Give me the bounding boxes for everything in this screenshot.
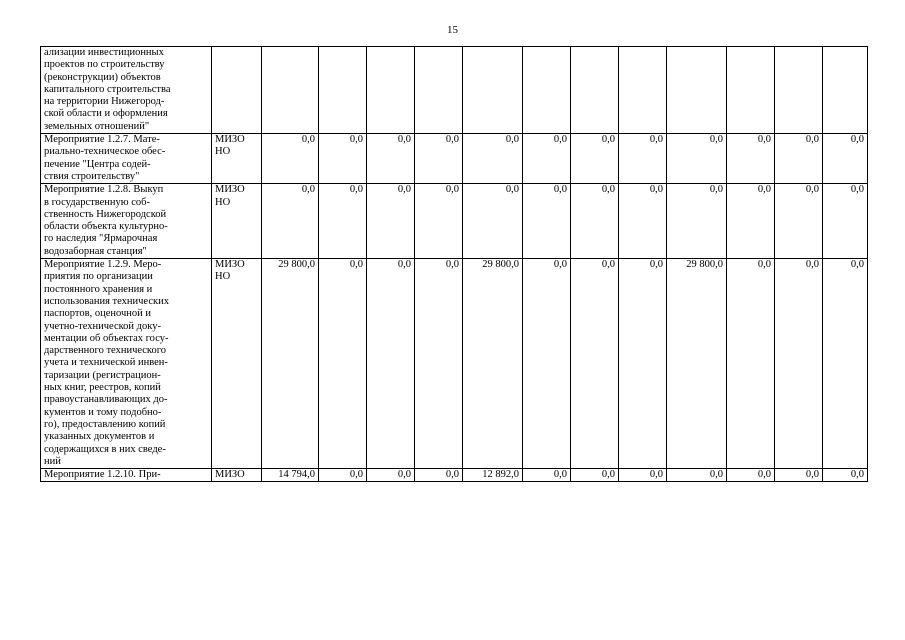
amount-cell: 0,0 bbox=[775, 259, 823, 469]
amount-cell: 0,0 bbox=[727, 134, 775, 184]
amount-cell: 0,0 bbox=[415, 184, 463, 259]
amount-cell: 0,0 bbox=[523, 259, 571, 469]
table-row bbox=[41, 259, 868, 469]
amount-cell: 0,0 bbox=[262, 134, 319, 184]
activity-description-cell: Мероприятие 1.2.8. Выкуп в государственную соб- ственность Нижегородской области объекта культурно- го наследия "Ярмарочная водозаборная станция" bbox=[41, 184, 212, 259]
activity-description-cell: Мероприятие 1.2.7. Мате- риально-техническое обес- печение "Центра содей- ствия строительству" bbox=[41, 134, 212, 184]
amount-cell: 0,0 bbox=[775, 184, 823, 259]
amount-cell: 0,0 bbox=[727, 259, 775, 469]
table-body bbox=[41, 47, 868, 482]
table-row bbox=[41, 469, 868, 482]
amount-cell: 0,0 bbox=[775, 134, 823, 184]
table-row bbox=[41, 184, 868, 259]
amount-cell bbox=[775, 47, 823, 134]
executor-cell: МИЗО НО bbox=[212, 134, 262, 184]
amount-cell: 0,0 bbox=[727, 184, 775, 259]
amount-cell: 0,0 bbox=[619, 184, 667, 259]
amount-cell: 0,0 bbox=[367, 259, 415, 469]
executor-cell: МИЗО НО bbox=[212, 259, 262, 469]
amount-cell: 0,0 bbox=[319, 259, 367, 469]
amount-cell: 12 892,0 bbox=[463, 469, 523, 482]
activity-description-cell: ализации инвестиционных проектов по строительству (реконструкции) объектов капитального строительства на территории Нижегород- ской области и оформления земельных отношений" bbox=[41, 47, 212, 134]
amount-cell: 0,0 bbox=[367, 469, 415, 482]
amount-cell bbox=[415, 47, 463, 134]
amount-cell: 29 800,0 bbox=[667, 259, 727, 469]
amount-cell: 0,0 bbox=[463, 134, 523, 184]
executor-cell bbox=[212, 47, 262, 134]
amount-cell: 0,0 bbox=[727, 469, 775, 482]
amount-cell: 0,0 bbox=[619, 259, 667, 469]
amount-cell bbox=[727, 47, 775, 134]
amount-cell bbox=[823, 47, 868, 134]
amount-cell: 0,0 bbox=[367, 134, 415, 184]
amount-cell bbox=[367, 47, 415, 134]
amount-cell: 0,0 bbox=[523, 134, 571, 184]
amount-cell: 0,0 bbox=[667, 184, 727, 259]
amount-cell bbox=[523, 47, 571, 134]
amount-cell: 0,0 bbox=[823, 184, 868, 259]
executor-cell: МИЗО НО bbox=[212, 184, 262, 259]
amount-cell: 0,0 bbox=[571, 184, 619, 259]
amount-cell bbox=[667, 47, 727, 134]
amount-cell: 0,0 bbox=[823, 259, 868, 469]
amount-cell bbox=[463, 47, 523, 134]
amount-cell: 0,0 bbox=[667, 469, 727, 482]
amount-cell: 0,0 bbox=[619, 469, 667, 482]
amount-cell: 29 800,0 bbox=[262, 259, 319, 469]
budget-table bbox=[40, 46, 868, 482]
amount-cell bbox=[319, 47, 367, 134]
amount-cell: 0,0 bbox=[415, 469, 463, 482]
table-row bbox=[41, 134, 868, 184]
amount-cell: 0,0 bbox=[523, 184, 571, 259]
amount-cell bbox=[571, 47, 619, 134]
amount-cell: 29 800,0 bbox=[463, 259, 523, 469]
amount-cell: 0,0 bbox=[775, 469, 823, 482]
amount-cell: 0,0 bbox=[619, 134, 667, 184]
amount-cell: 0,0 bbox=[823, 469, 868, 482]
amount-cell: 0,0 bbox=[571, 259, 619, 469]
executor-cell: МИЗО bbox=[212, 469, 262, 482]
amount-cell: 0,0 bbox=[571, 469, 619, 482]
amount-cell: 0,0 bbox=[523, 469, 571, 482]
amount-cell: 14 794,0 bbox=[262, 469, 319, 482]
amount-cell: 0,0 bbox=[463, 184, 523, 259]
table-row bbox=[41, 47, 868, 134]
amount-cell: 0,0 bbox=[319, 469, 367, 482]
amount-cell: 0,0 bbox=[319, 184, 367, 259]
activity-description-cell: Мероприятие 1.2.9. Меро- приятия по организации постоянного хранения и использования технических паспортов, оценочной и учетно-технической доку- ментации об объектах госу- дарственного технического учета и технической инвен- таризации (регистрацион- ных книг, реестров, копий правоустанавливающих до- кументов и тому подобно- го), предоставлению копий указанных документов и содержащихся в них сведе- ний bbox=[41, 259, 212, 469]
amount-cell bbox=[262, 47, 319, 134]
amount-cell: 0,0 bbox=[319, 134, 367, 184]
amount-cell: 0,0 bbox=[367, 184, 415, 259]
amount-cell: 0,0 bbox=[571, 134, 619, 184]
amount-cell: 0,0 bbox=[262, 184, 319, 259]
amount-cell bbox=[619, 47, 667, 134]
activity-description-cell: Мероприятие 1.2.10. При- bbox=[41, 469, 212, 482]
page-number: 15 bbox=[447, 24, 458, 36]
amount-cell: 0,0 bbox=[415, 134, 463, 184]
amount-cell: 0,0 bbox=[415, 259, 463, 469]
amount-cell: 0,0 bbox=[667, 134, 727, 184]
amount-cell: 0,0 bbox=[823, 134, 868, 184]
